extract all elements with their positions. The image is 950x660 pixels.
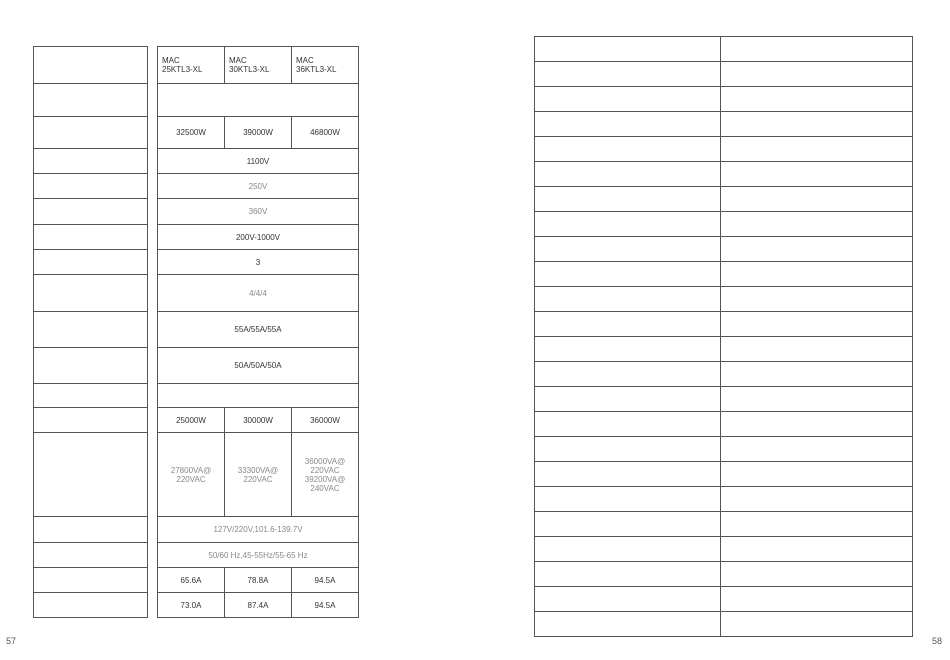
table-row bbox=[535, 162, 913, 187]
table-row bbox=[535, 37, 913, 62]
blank-cell bbox=[535, 562, 721, 587]
value-cell: 36000W bbox=[292, 408, 359, 433]
table-row bbox=[535, 337, 913, 362]
blank-cell bbox=[535, 412, 721, 437]
row-label-cell bbox=[34, 117, 148, 149]
row-label-cell bbox=[34, 312, 148, 348]
table-row bbox=[535, 287, 913, 312]
gap-cell bbox=[148, 568, 158, 593]
table-row bbox=[34, 117, 359, 149]
gap-cell bbox=[148, 174, 158, 199]
gap-cell bbox=[148, 543, 158, 568]
table-row bbox=[535, 612, 913, 637]
table-row bbox=[535, 387, 913, 412]
table-row bbox=[535, 312, 913, 337]
value-cell: 87.4A bbox=[225, 593, 292, 618]
gap-cell bbox=[148, 433, 158, 517]
row-label-cell bbox=[34, 275, 148, 312]
blank-cell bbox=[721, 62, 913, 87]
value-cell: 30000W bbox=[225, 408, 292, 433]
row-label-cell bbox=[34, 568, 148, 593]
gap-cell bbox=[148, 84, 158, 117]
table-row bbox=[34, 517, 359, 543]
gap-cell bbox=[148, 275, 158, 312]
table-row bbox=[34, 433, 359, 517]
table-row bbox=[34, 225, 359, 250]
blank-cell bbox=[535, 212, 721, 237]
blank-cell bbox=[535, 312, 721, 337]
table-row bbox=[535, 262, 913, 287]
merged-value-cell: 250V bbox=[158, 174, 359, 199]
blank-cell bbox=[535, 62, 721, 87]
blank-cell bbox=[721, 162, 913, 187]
blank-cell bbox=[535, 612, 721, 637]
blank-table bbox=[534, 36, 913, 637]
blank-cell bbox=[721, 337, 913, 362]
empty-value-cell bbox=[158, 84, 359, 117]
merged-value-cell: 1100V bbox=[158, 149, 359, 174]
merged-value-cell: 200V-1000V bbox=[158, 225, 359, 250]
table-row bbox=[34, 149, 359, 174]
page-number-left: 57 bbox=[6, 636, 17, 646]
value-cell: 27800VA@ 220VAC bbox=[158, 433, 225, 517]
blank-cell bbox=[721, 362, 913, 387]
blank-cell bbox=[721, 562, 913, 587]
row-label-cell bbox=[34, 149, 148, 174]
row-label-cell bbox=[34, 250, 148, 275]
value-cell: 32500W bbox=[158, 117, 225, 149]
value-cell: 36000VA@ 220VAC 39200VA@ 240VAC bbox=[292, 433, 359, 517]
table-row bbox=[34, 250, 359, 275]
blank-cell bbox=[535, 237, 721, 262]
blank-cell bbox=[535, 462, 721, 487]
gap-cell bbox=[148, 348, 158, 384]
gap-cell bbox=[148, 593, 158, 618]
value-cell: 25000W bbox=[158, 408, 225, 433]
gap-cell bbox=[148, 312, 158, 348]
spec-table bbox=[33, 46, 359, 618]
row-label-cell bbox=[34, 47, 148, 84]
blank-cell bbox=[535, 587, 721, 612]
merged-value-cell: 3 bbox=[158, 250, 359, 275]
blank-cell bbox=[721, 87, 913, 112]
blank-cell bbox=[535, 187, 721, 212]
blank-cell bbox=[535, 537, 721, 562]
blank-cell bbox=[535, 87, 721, 112]
value-cell: 94.5A bbox=[292, 593, 359, 618]
table-row bbox=[535, 462, 913, 487]
table-row bbox=[34, 312, 359, 348]
row-label-cell bbox=[34, 517, 148, 543]
blank-cell bbox=[535, 337, 721, 362]
page-number-right: 58 bbox=[932, 636, 943, 646]
blank-cell bbox=[721, 262, 913, 287]
empty-value-cell bbox=[158, 384, 359, 408]
row-label-cell bbox=[34, 174, 148, 199]
blank-cell bbox=[721, 387, 913, 412]
merged-value-cell: 4/4/4 bbox=[158, 275, 359, 312]
blank-cell bbox=[721, 612, 913, 637]
row-label-cell bbox=[34, 199, 148, 225]
row-label-cell bbox=[34, 225, 148, 250]
merged-value-cell: 360V bbox=[158, 199, 359, 225]
merged-value-cell: 127V/220V,101.6-139.7V bbox=[158, 517, 359, 543]
value-cell: 33300VA@ 220VAC bbox=[225, 433, 292, 517]
table-row bbox=[535, 412, 913, 437]
blank-cell bbox=[535, 287, 721, 312]
row-label-cell bbox=[34, 408, 148, 433]
blank-cell bbox=[721, 287, 913, 312]
table-row bbox=[34, 199, 359, 225]
gap-cell bbox=[148, 250, 158, 275]
table-row bbox=[535, 237, 913, 262]
blank-cell bbox=[721, 537, 913, 562]
table-row bbox=[34, 384, 359, 408]
table-row bbox=[535, 87, 913, 112]
value-cell: 65.6A bbox=[158, 568, 225, 593]
gap-cell bbox=[148, 408, 158, 433]
table-row bbox=[535, 62, 913, 87]
blank-cell bbox=[535, 112, 721, 137]
table-row bbox=[34, 408, 359, 433]
value-cell: 46800W bbox=[292, 117, 359, 149]
table-row bbox=[535, 537, 913, 562]
blank-cell bbox=[535, 262, 721, 287]
table-row bbox=[34, 543, 359, 568]
model-header: MAC 25KTL3-XL bbox=[158, 47, 225, 84]
blank-cell bbox=[535, 37, 721, 62]
blank-cell bbox=[721, 437, 913, 462]
table-row bbox=[34, 348, 359, 384]
value-cell: 73.0A bbox=[158, 593, 225, 618]
table-row bbox=[535, 437, 913, 462]
value-cell: 78.8A bbox=[225, 568, 292, 593]
table-row bbox=[535, 362, 913, 387]
table-row bbox=[34, 593, 359, 618]
table-row bbox=[535, 587, 913, 612]
gap-cell bbox=[148, 517, 158, 543]
value-cell: 39000W bbox=[225, 117, 292, 149]
row-label-cell bbox=[34, 84, 148, 117]
table-row bbox=[34, 275, 359, 312]
gap-cell bbox=[148, 149, 158, 174]
table-row bbox=[535, 487, 913, 512]
row-label-cell bbox=[34, 543, 148, 568]
gap-cell bbox=[148, 117, 158, 149]
blank-cell bbox=[721, 312, 913, 337]
table-row bbox=[34, 47, 359, 84]
table-row bbox=[535, 137, 913, 162]
row-label-cell bbox=[34, 348, 148, 384]
table-row bbox=[535, 512, 913, 537]
gap-cell bbox=[148, 384, 158, 408]
blank-cell bbox=[721, 587, 913, 612]
blank-cell bbox=[535, 487, 721, 512]
table-row bbox=[535, 562, 913, 587]
table-row bbox=[535, 112, 913, 137]
table-row bbox=[34, 84, 359, 117]
row-label-cell bbox=[34, 384, 148, 408]
merged-value-cell: 55A/55A/55A bbox=[158, 312, 359, 348]
merged-value-cell: 50A/50A/50A bbox=[158, 348, 359, 384]
value-cell: 94.5A bbox=[292, 568, 359, 593]
table-row bbox=[34, 174, 359, 199]
gap-cell bbox=[148, 199, 158, 225]
blank-cell bbox=[535, 162, 721, 187]
blank-cell bbox=[535, 512, 721, 537]
blank-cell bbox=[721, 412, 913, 437]
blank-cell bbox=[535, 362, 721, 387]
table-row bbox=[535, 187, 913, 212]
blank-cell bbox=[721, 137, 913, 162]
row-label-cell bbox=[34, 433, 148, 517]
gap-cell bbox=[148, 47, 158, 84]
merged-value-cell: 50/60 Hz,45-55Hz/55-65 Hz bbox=[158, 543, 359, 568]
blank-cell bbox=[721, 487, 913, 512]
blank-cell bbox=[535, 437, 721, 462]
blank-cell bbox=[721, 512, 913, 537]
blank-cell bbox=[535, 387, 721, 412]
blank-cell bbox=[721, 187, 913, 212]
gap-cell bbox=[148, 225, 158, 250]
table-row bbox=[535, 212, 913, 237]
model-header: MAC 30KTL3-XL bbox=[225, 47, 292, 84]
blank-cell bbox=[721, 112, 913, 137]
table-row bbox=[34, 568, 359, 593]
blank-cell bbox=[721, 212, 913, 237]
blank-cell bbox=[721, 462, 913, 487]
blank-cell bbox=[535, 137, 721, 162]
row-label-cell bbox=[34, 593, 148, 618]
blank-cell bbox=[721, 37, 913, 62]
model-header: MAC 36KTL3-XL bbox=[292, 47, 359, 84]
blank-cell bbox=[721, 237, 913, 262]
